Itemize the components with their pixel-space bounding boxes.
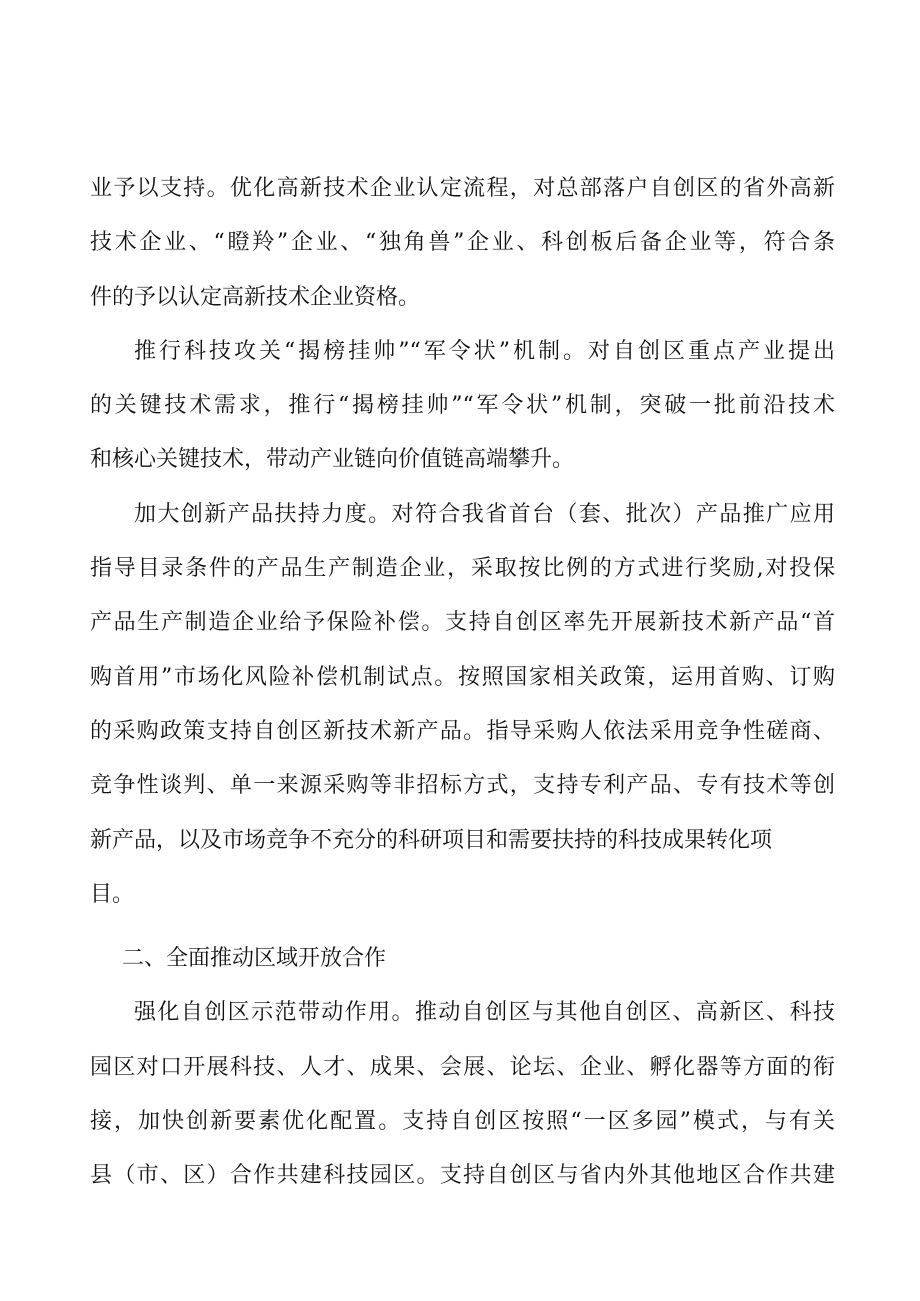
- text-line: 的关键技术需求，推行“揭榜挂帅”“军令状”机制，突破一批前沿技术: [90, 393, 835, 419]
- text-line: 件的予以认定高新技术企业资格。: [90, 284, 421, 310]
- text-line: 竞争性谈判、单一来源采购等非招标方式，支持专利产品、专有技术等创: [90, 773, 835, 799]
- text-line: 的采购政策支持自创区新技术新产品。指导采购人依法采用竞争性磋商、: [90, 718, 835, 744]
- text-line: 目。: [90, 881, 135, 907]
- text-line: 产品生产制造企业给予保险补偿。支持自创区率先开展新技术新产品“首: [90, 610, 835, 636]
- text-line: 指导目录条件的产品生产制造企业，采取按比例的方式进行奖励,对投保: [90, 556, 835, 582]
- text-line: 推行科技攻关“揭榜挂帅”“军令状”机制。对自创区重点产业提出: [134, 338, 835, 364]
- text-line: 强化自创区示范带动作用。推动自创区与其他自创区、高新区、科技: [134, 1000, 835, 1026]
- paragraph-tech-breakthrough: [90, 325, 835, 488]
- text-line: 新产品，以及市场竞争不充分的科研项目和需要扶持的科技成果转化项: [90, 827, 773, 853]
- text-line: 购首用”市场化风险补偿机制试点。按照国家相关政策，运用首购、订购: [90, 664, 835, 690]
- paragraph-innovative-products: [90, 488, 835, 922]
- text-line: 加大创新产品扶持力度。对符合我省首台（套、批次）产品推广应用: [134, 501, 835, 527]
- text-line: 园区对口开展科技、人才、成果、会展、论坛、企业、孵化器等方面的衔: [90, 1054, 835, 1080]
- paragraph-enterprise-support: [90, 162, 835, 325]
- section-heading: 二、全面推动区域开放合作: [122, 946, 387, 972]
- paragraph-demonstration-role: [90, 986, 835, 1203]
- text-line: 技术企业、“瞪羚”企业、“独角兽”企业、科创板后备企业等，符合条: [90, 230, 835, 256]
- document-body: [90, 162, 835, 1204]
- text-line: 业予以支持。优化高新技术企业认定流程，对总部落户自创区的省外高新: [90, 176, 835, 201]
- text-line: 和核心关键技术，带动产业链向价值链高端攀升。: [90, 447, 575, 473]
- text-line: 接，加快创新要素优化配置。支持自创区按照“一区多园”模式，与有关: [90, 1109, 835, 1135]
- text-line: 县（市、区）合作共建科技园区。支持自创区与省内外其他地区合作共建: [90, 1163, 835, 1189]
